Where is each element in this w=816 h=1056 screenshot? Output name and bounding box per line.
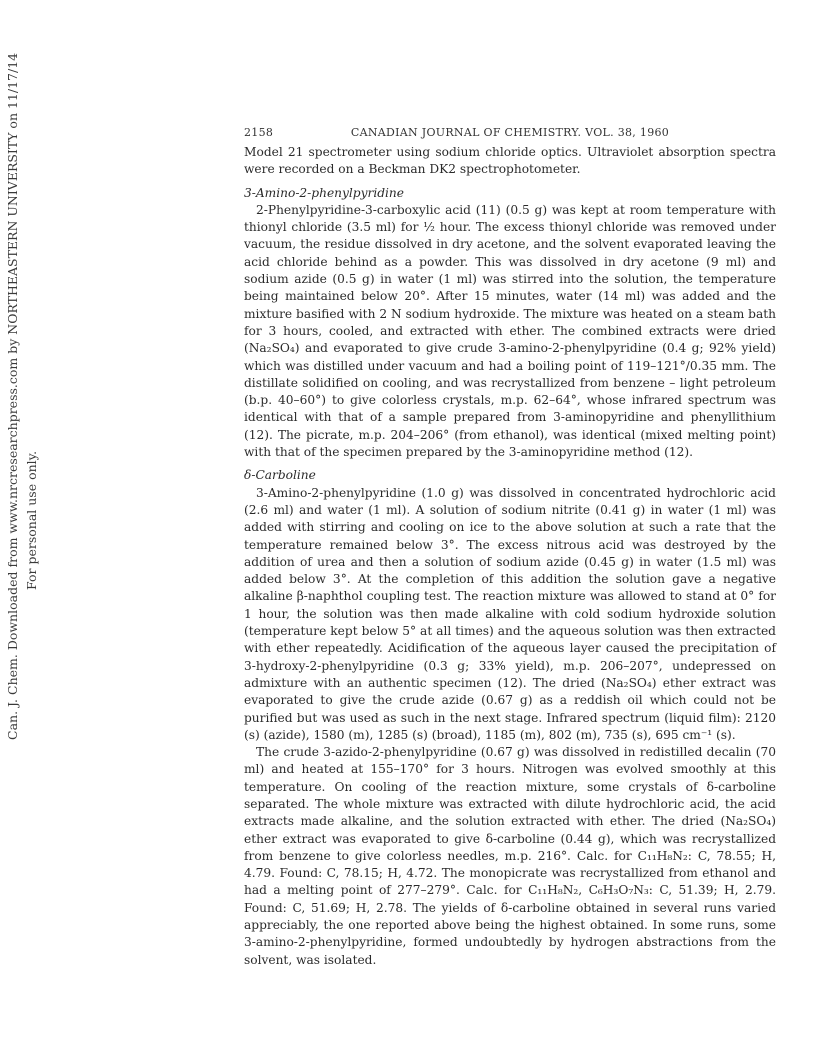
download-watermark (0, 52, 46, 760)
journal-page (244, 124, 776, 969)
section-heading-amino-phenylpyridine: 3-Amino-2-phenylpyridine (244, 185, 404, 200)
section-paragraph: 3-Amino-2-phenylpyridine (1.0 g) was dissolved in concentrated hydrochloric acid (2.6 ml) and water (1 ml). A solution of sodium nitrite (0.41 g) in water (1 ml) was added with stirring and cooling on ice to the above solution at such a rate that the temperature remained below 3°. The excess nitrous acid was destroyed by the addition of urea and then a solution of sodium azide (0.45 g) in water (1.5 ml) was added below 3°. At the completion of this addition the solution gave a negative alkaline β-naphthol coupling test. The reaction mixture was allowed to stand at 0° for 1 hour, the solution was then made alkaline with cold sodium hydroxide solution (temperature kept below 5° at all times) and the aqueous solution was then extracted with ether repeatedly. Acidification of the aqueous layer caused the precipitation of 3-hydroxy-2-phenylpyridine (0.3 g; 33% yield), m.p. 206–207°, undepressed on admixture with an authentic specimen (12). The dried (Na₂SO₄) ether extract was evaporated to give the crude azide (0.67 g) as a reddish oil which could not be purified but was used as such in the next stage. Infrared spectrum (liquid film): 2120 (s) (azide), 1580 (m), 1285 (s) (broad), 1185 (m), 802 (m), 735 (s), 695 cm⁻¹ (s). (244, 485, 776, 742)
page-number: 2158 (244, 126, 274, 139)
personal-use-note: For personal use only. (24, 450, 39, 590)
running-title: CANADIAN JOURNAL OF CHEMISTRY. VOL. 38, 1960 (350, 126, 670, 139)
section-paragraph: 2-Phenylpyridine-3-carboxylic acid (11) (0.5 g) was kept at room temperature with thionyl chloride (3.5 ml) for ½ hour. The excess thionyl chloride was removed under vacuum, the residue dissolved in dry acetone, and the solvent evaporated leaving the acid chloride behind as a powder. This was dissolved in dry acetone (9 ml) and sodium azide (0.5 g) in water (1 ml) was stirred into the solution, the temperature being maintained below 20°. After 15 minutes, water (14 ml) was added and the mixture basified with 2 N sodium hydroxide. The mixture was heated on a steam bath for 3 hours, cooled, and extracted with ether. The combined extracts were dried (Na₂SO₄) and evaporated to give crude 3-amino-2-phenylpyridine (0.4 g; 92% yield) which was distilled under vacuum and had a boiling point of 119–121°/0.35 mm. The distillate solidified on cooling, and was recrystallized from benzene – light petroleum (b.p. 40–60°) to give colorless crystals, m.p. 62–64°, whose infrared spectrum was identical with that of a sample prepared from 3-aminopyridine and phenyllithium (12). The picrate, m.p. 204–206° (from ethanol), was identical (mixed melting point) with that of the specimen prepared by the 3-aminopyridine method (12). (244, 202, 776, 460)
running-header (244, 124, 776, 144)
section-paragraph: The crude 3-azido-2-phenylpyridine (0.67 g) was dissolved in redistilled decalin (70 ml) and heated at 155–170° for 3 hours. Nitrogen was evolved smoothly at this temperature. On cooling of the reaction mixture, some crystals of δ-carboline separated. The whole mixture was extracted with dilute hydrochloric acid, the acid extracts made alkaline, and the solution extracted with ether. The dried (Na₂SO₄) ether extract was evaporated to give δ-carboline (0.44 g), which was recrystallized from benzene to give colorless needles, m.p. 216°. Calc. for C₁₁H₈N₂: C, 78.55; H, 4.79. Found: C, 78.15; H, 4.72. The monopicrate was recrystallized from ethanol and had a melting point of 277–279°. Calc. for C₁₁H₈N₂, C₆H₃O₇N₃: C, 51.39; H, 2.79. Found: C, 51.69; H, 2.78. The yields of δ-carboline obtained in several runs varied appreciably, the one reported above being the highest obtained. In some runs, some 3-amino-2-phenylpyridine, formed undoubtedly by hydrogen abstractions from the solvent, was isolated. (244, 745, 776, 967)
download-note: Can. J. Chem. Downloaded from www.nrcresearchpress.com by NORTHEASTERN UNIVERSITY on 11/17/14 (5, 52, 20, 740)
intro-paragraph: Model 21 spectrometer using sodium chloride optics. Ultraviolet absorption spectra were recorded on a Beckman DK2 spectrophotometer. (244, 145, 776, 177)
section-heading-delta-carboline: δ-Carboline (244, 468, 316, 483)
